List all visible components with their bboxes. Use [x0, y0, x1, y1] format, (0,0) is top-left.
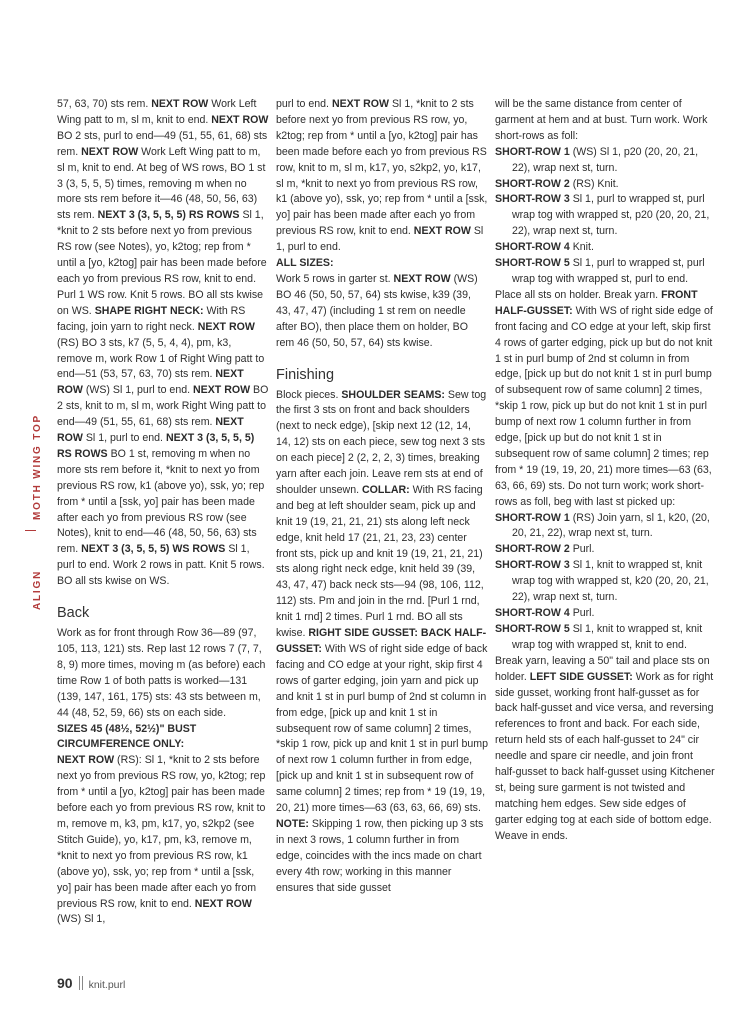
paragraph: 57, 63, 70) sts rem. NEXT ROW Work Left Wing patt to m, sl m, knit to end. NEXT ROW BO 2 sts, purl to end—49 (51, 55, 61, 68) sts rem. NEXT ROW Work Left Wing patt to m, sl m, knit to end. At beg of WS rows, BO 1 st 3 (3, 5, 5, 5) times, removing m when no more sts rem before it—46 (48, 50, 56, 63) sts rem. NEXT 3 (3, 5, 5, 5) RS ROWS Sl 1, *knit to 2 sts before next yo from previous RS row (see Notes), yo, k2tog; rep from * until a [yo, k2tog] pair has been made before each yo from previous RS row, knit to end. Purl 1 WS row. Knit 5 rows. BO all sts kwise on WS. SHAPE RIGHT NECK: With RS facing, join yarn to right neck. NEXT ROW (RS) BO 3 sts, k7 (5, 5, 4, 4), pm, k3, remove m, work Row 1 of Right Wing patt to end—51 (53, 57, 63, 70) sts rem. NEXT ROW (WS) Sl 1, purl to end. NEXT ROW BO 2 sts, knit to m, sl m, work Right Wing patt to end—49 (51, 55, 61, 68) sts rem. NEXT ROW Sl 1, purl to end. NEXT 3 (3, 5, 5, 5) RS ROWS BO 1 st, removing m when no more sts rem before it, *knit to next yo from previous RS row, k1 (above yo), ssk, yo; rep from * until a [ssk, yo] pair has been made after each yo from previous RS row (see Notes), knit to end—46 (48, 50, 56, 63) sts rem. NEXT 3 (3, 5, 5, 5) WS ROWS Sl 1, purl to end. Work 2 rows in patt. Knit 5 rows. BO all sts kwise on WS.	[57, 98, 269, 588]
column-left	[57, 97, 269, 928]
short-row-item: SHORT-ROW 5 Sl 1, knit to wrapped st, knit wrap tog with wrapped st, knit to end.	[495, 622, 703, 651]
sidebar-label	[22, 400, 42, 620]
short-row-item: SHORT-ROW 3 Sl 1, knit to wrapped st, knit wrap tog with wrapped st, k20 (20, 20, 21, 22), wrap next st, turn.	[495, 559, 709, 604]
paragraph: will be the same distance from center of garment at hem and at bust. Turn work. Work short-rows as foll:	[495, 98, 708, 142]
short-row-item: SHORT-ROW 4 Knit.	[495, 241, 594, 254]
page-footer	[57, 975, 125, 991]
footer-divider	[79, 976, 83, 990]
column-middle	[276, 97, 488, 897]
size-heading: ALL SIZES:	[276, 257, 334, 270]
publication-name: knit.purl	[88, 979, 126, 991]
column-right	[495, 97, 715, 845]
section-heading-finishing: Finishing	[276, 366, 335, 383]
sidebar-divider	[25, 530, 36, 531]
paragraph: Work as for front through Row 36—89 (97, 105, 113, 121) sts. Rep last 12 rows 7 (7, 7, 8, 9) more times, moving m (as before) each time Row 1 of both patts is worked—131 (139, 147, 161, 175) sts: 43 sts between m, 44 (48, 52, 59, 66) sts on each side.	[57, 627, 266, 719]
section-heading-back: Back	[57, 605, 90, 622]
section-title: MOTH WING TOP	[32, 414, 43, 520]
short-row-item: SHORT-ROW 3 Sl 1, purl to wrapped st, purl wrap tog with wrapped st, p20 (20, 20, 21, 22), wrap next st, turn.	[495, 193, 710, 238]
short-row-item: SHORT-ROW 5 Sl 1, purl to wrapped st, purl wrap tog with wrapped st, purl to end.	[495, 257, 705, 285]
brand-label: ALIGN	[32, 569, 43, 610]
short-row-item: SHORT-ROW 2 Purl.	[495, 543, 595, 556]
paragraph: Place all sts on holder. Break yarn. FRONT HALF-GUSSET: With WS of right side edge of front facing and CO edge at your left, skip first 4 rows of garter edging, pick up but do not knit 1 st in purl bump of 2nd st column in from edge, [pick up but do not knit 1 st in purl bump of subsequent row of same column] 2 times, *skip 1 row, pick up but do not knit 1 st in purl bump of next row 1 column further in from edge, [pick up but do not knit 1 st in subsequent row of same column] 2 times; rep from * 19 (19, 19, 20, 21) more times—63 (63, 63, 66, 69) sts. Do not turn work; work short-rows as foll, beg with last st picked up:	[495, 288, 713, 508]
paragraph: Break yarn, leaving a 50" tail and place sts on holder. LEFT SIDE GUSSET: Work as for right side gusset, working front half-gusset as for back half-gusset and vice versa, and reversing references to front and back. For each side, return held sts of each half-gusset to 24" cir needle and spare cir needle, and join front half-gusset to back half-gusset using Kitchener st, being sure garment is not twisted and matching hem edges. Sew side edges of garter edging tog at each side of bottom edge. Weave in ends.	[495, 654, 715, 842]
short-row-item: SHORT-ROW 4 Purl.	[495, 607, 595, 619]
paragraph: Block pieces. SHOULDER SEAMS: Sew tog the first 3 sts on front and back shoulders (next to neck edge), [skip next 12 (12, 14, 14, 12) sts on each piece, sew tog next 3 sts on each piece] 2 (2, 2, 2, 3) times, breaking yarn after each join. Leave rem sts at end of shoulder unsewn. COLLAR: With RS facing and beg at left shoulder seam, pick up and knit 19 (19, 21, 21, 21) sts along left neck edge, knit held 17 (21, 21, 23, 23) center front sts, pick up and knit 19 (19, 21, 21, 21) sts along right neck edge, knit held 39 (39, 43, 47, 47) back neck sts—94 (98, 106, 112, 112) sts. Pm and join in the rnd. [Purl 1 rnd, knit 1 rnd] 2 times. Purl 1 rnd. BO all sts kwise. RIGHT SIDE GUSSET: BACK HALF-GUSSET: With WS of right side edge of back facing and CO edge at your right, skip first 4 rows of garter edging, join yarn and pick up and knit 1 st in purl bump of 2nd st column in from edge, [pick up and knit 1 st in subsequent row of same column] 2 times, *skip 1 row, pick up and knit 1 st in purl bump of next row 1 column further in from edge, [pick up and knit 1 st in subsequent row of same column] 2 times; rep from * 19 (19, 19, 20, 21) more times—63 (63, 63, 66, 69) sts. NOTE: Skipping 1 row, then picking up 3 sts in next 3 rows, 1 column further in from edge, coincides with the incs made on chart every 4th row; working in this manner ensures that side gusset	[276, 388, 488, 894]
paragraph: purl to end. NEXT ROW Sl 1, *knit to 2 sts before next yo from previous RS row, yo, k2tog; rep from * until a [yo, k2tog] pair has been made before each yo from previous RS row, knit to m, sl m, k17, yo, s2kp2, yo, k17, sl m, *knit to next yo from previous RS row, k1 (above yo), ssk, yo; rep from * until a [ssk, yo] pair has been made after each yo from previous RS row, knit to end. NEXT ROW Sl 1, purl to end.	[276, 98, 488, 254]
paragraph: Work 5 rows in garter st. NEXT ROW (WS) BO 46 (50, 50, 57, 64) sts kwise, k39 (39, 43, 47, 47) (including 1 st rem on needle after BO), then place them on holder, BO rem 46 (50, 50, 57, 64) sts kwise.	[276, 272, 478, 349]
size-heading: SIZES 45 (48½, 52½)" BUST CIRCUMFERENCE ONLY:	[57, 722, 197, 751]
page-number: 90	[57, 975, 73, 991]
short-row-item: SHORT-ROW 1 (WS) Sl 1, p20 (20, 20, 21, 22), wrap next st, turn.	[495, 145, 699, 174]
paragraph: NEXT ROW (RS): Sl 1, *knit to 2 sts before next yo from previous RS row, yo, k2tog; rep from * until a [yo, k2tog] pair has been made before each yo from previous RS row, knit to m, remove m, k3, pm, k17, yo, s2kp2 (see Stitch Guide), yo, k17, pm, k3, remove m, *knit to next yo from previous RS row, k1 (above yo), ssk, yo; rep from * until a [ssk, yo] pair has been made after each yo from previous RS row, knit to end. NEXT ROW (WS) Sl 1,	[57, 754, 266, 926]
short-row-item: SHORT-ROW 1 (RS) Join yarn, sl 1, k20, (20, 20, 21, 22), wrap next st, turn.	[495, 511, 710, 540]
short-row-item: SHORT-ROW 2 (RS) Knit.	[495, 177, 619, 190]
